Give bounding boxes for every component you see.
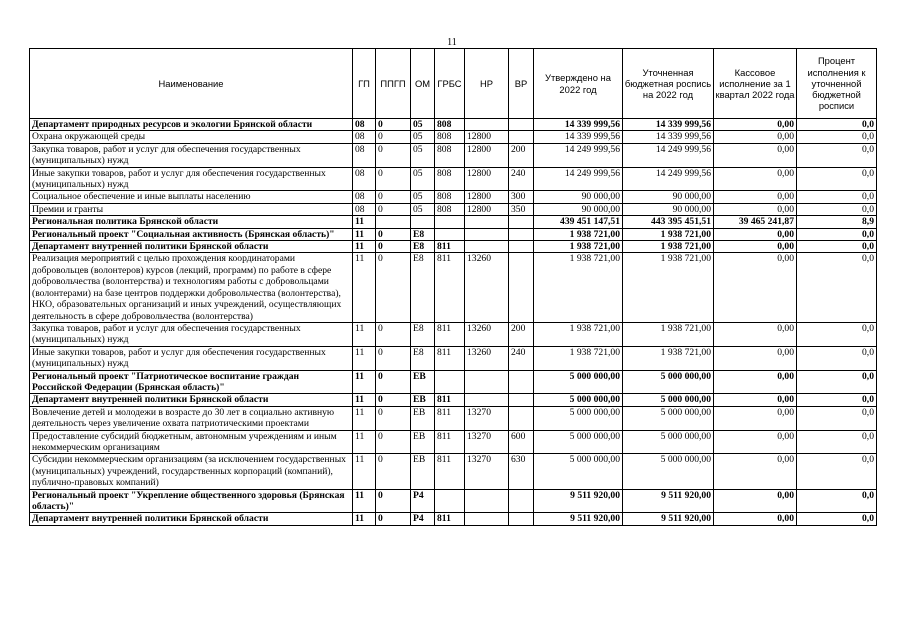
- cell-vr: 200: [509, 143, 534, 167]
- cell-np: 13260: [465, 322, 509, 346]
- cell-vr: [509, 489, 534, 513]
- table-row: [30, 191, 877, 203]
- cell-np: [465, 513, 509, 525]
- cell-cash: 0,00: [714, 406, 797, 430]
- table-row: [30, 167, 877, 191]
- cell-refined: 90 000,00: [623, 191, 714, 203]
- cell-grbs: [435, 216, 465, 228]
- cell-vr: [509, 253, 534, 322]
- cell-name: Закупка товаров, работ и услуг для обеспечения государственных (муниципальных) нужд: [30, 143, 353, 167]
- cell-name: Иные закупки товаров, работ и услуг для обеспечения государственных (муниципальных) нужд: [30, 167, 353, 191]
- table-row: [30, 346, 877, 370]
- cell-cash: 0,00: [714, 513, 797, 525]
- cell-cash: 0,00: [714, 454, 797, 489]
- cell-gp: 11: [353, 430, 376, 454]
- table-row: [30, 203, 877, 215]
- cell-grbs: 808: [435, 119, 465, 131]
- cell-refined: 5 000 000,00: [623, 430, 714, 454]
- cell-cash: 0,00: [714, 191, 797, 203]
- cell-refined: 14 339 999,56: [623, 119, 714, 131]
- header-name: Наименование: [30, 49, 353, 119]
- header-approved: Утверждено на 2022 год: [534, 49, 623, 119]
- cell-name: Реализация мероприятий с целью прохождения координаторами добровольцев (волонтеров) курсов (лекций, программ) по работе в сфере добровольчества (волонтерства) и технологиям работы с добровольцами (волонтерами) на базе центров поддержки добровольчества (волонтерства), НКО, образовательных организаций и иных учреждений, осуществляющих деятельность в сфере добровольчества (волонтерства): [30, 253, 353, 322]
- cell-name: Региональный проект "Социальная активность (Брянская область)": [30, 228, 353, 240]
- cell-refined: 1 938 721,00: [623, 241, 714, 253]
- cell-gp: 11: [353, 513, 376, 525]
- table-row: [30, 322, 877, 346]
- cell-approved: 5 000 000,00: [534, 394, 623, 406]
- cell-refined: 14 339 999,56: [623, 131, 714, 143]
- cell-percent: 0,0: [797, 322, 877, 346]
- cell-refined: 5 000 000,00: [623, 454, 714, 489]
- cell-name: Субсидии некоммерческим организациям (за исключением государственных (муниципальных) учреждений, государственных корпораций (компаний), публично-правовых компаний): [30, 454, 353, 489]
- cell-name: Региональная политика Брянской области: [30, 216, 353, 228]
- table-row: [30, 513, 877, 525]
- cell-np: 12800: [465, 167, 509, 191]
- cell-vr: 350: [509, 203, 534, 215]
- cell-percent: 0,0: [797, 228, 877, 240]
- cell-name: Департамент внутренней политики Брянской области: [30, 241, 353, 253]
- cell-gp: 11: [353, 346, 376, 370]
- cell-approved: 1 938 721,00: [534, 253, 623, 322]
- cell-approved: 5 000 000,00: [534, 406, 623, 430]
- cell-percent: 0,0: [797, 430, 877, 454]
- cell-vr: [509, 216, 534, 228]
- cell-gp: 08: [353, 119, 376, 131]
- cell-cash: 0,00: [714, 346, 797, 370]
- cell-cash: 0,00: [714, 119, 797, 131]
- cell-cash: 0,00: [714, 489, 797, 513]
- cell-refined: 443 395 451,51: [623, 216, 714, 228]
- table-row: [30, 216, 877, 228]
- cell-cash: 0,00: [714, 131, 797, 143]
- cell-ppgp: 0: [376, 191, 411, 203]
- cell-name: Премии и гранты: [30, 203, 353, 215]
- cell-refined: 5 000 000,00: [623, 406, 714, 430]
- cell-om: E8: [411, 228, 435, 240]
- header-percent: Процент исполнения к уточненной бюджетной росписи: [797, 49, 877, 119]
- cell-approved: 1 938 721,00: [534, 346, 623, 370]
- cell-vr: [509, 394, 534, 406]
- cell-gp: 11: [353, 489, 376, 513]
- cell-name: Департамент внутренней политики Брянской области: [30, 394, 353, 406]
- cell-ppgp: 0: [376, 253, 411, 322]
- cell-np: [465, 370, 509, 394]
- cell-name: Социальное обеспечение и иные выплаты населению: [30, 191, 353, 203]
- cell-ppgp: 0: [376, 370, 411, 394]
- header-np: НР: [465, 49, 509, 119]
- cell-ppgp: 0: [376, 143, 411, 167]
- cell-ppgp: 0: [376, 489, 411, 513]
- cell-refined: 1 938 721,00: [623, 322, 714, 346]
- cell-gp: 11: [353, 454, 376, 489]
- cell-percent: 0,0: [797, 346, 877, 370]
- cell-ppgp: 0: [376, 430, 411, 454]
- cell-approved: 9 511 920,00: [534, 513, 623, 525]
- cell-om: EB: [411, 406, 435, 430]
- cell-gp: 11: [353, 394, 376, 406]
- cell-vr: 300: [509, 191, 534, 203]
- cell-ppgp: 0: [376, 228, 411, 240]
- header-om: ОМ: [411, 49, 435, 119]
- table-row: [30, 394, 877, 406]
- cell-grbs: [435, 228, 465, 240]
- cell-refined: 9 511 920,00: [623, 489, 714, 513]
- cell-gp: 11: [353, 370, 376, 394]
- cell-vr: [509, 406, 534, 430]
- cell-grbs: 811: [435, 241, 465, 253]
- cell-vr: [509, 370, 534, 394]
- cell-om: 05: [411, 203, 435, 215]
- cell-ppgp: [376, 216, 411, 228]
- cell-grbs: 811: [435, 513, 465, 525]
- cell-grbs: 811: [435, 406, 465, 430]
- cell-ppgp: 0: [376, 131, 411, 143]
- header-ppgp: ППГП: [376, 49, 411, 119]
- cell-percent: 0,0: [797, 370, 877, 394]
- cell-name: Департамент природных ресурсов и экологии Брянской области: [30, 119, 353, 131]
- cell-ppgp: 0: [376, 119, 411, 131]
- cell-om: E8: [411, 253, 435, 322]
- header-vr: ВР: [509, 49, 534, 119]
- cell-gp: 11: [353, 322, 376, 346]
- cell-grbs: 811: [435, 394, 465, 406]
- cell-om: P4: [411, 513, 435, 525]
- cell-refined: 14 249 999,56: [623, 167, 714, 191]
- cell-vr: [509, 228, 534, 240]
- cell-om: 05: [411, 167, 435, 191]
- cell-refined: 14 249 999,56: [623, 143, 714, 167]
- cell-grbs: 808: [435, 203, 465, 215]
- cell-approved: 14 339 999,56: [534, 119, 623, 131]
- cell-name: Предоставление субсидий бюджетным, автономным учреждениям и иным некоммерческим организациям: [30, 430, 353, 454]
- cell-om: 05: [411, 119, 435, 131]
- cell-np: 12800: [465, 191, 509, 203]
- table-row: [30, 406, 877, 430]
- cell-grbs: 808: [435, 131, 465, 143]
- cell-percent: 0,0: [797, 191, 877, 203]
- cell-om: EB: [411, 370, 435, 394]
- page-number: 11: [447, 37, 457, 48]
- cell-np: 13260: [465, 346, 509, 370]
- cell-vr: 240: [509, 346, 534, 370]
- cell-om: P4: [411, 489, 435, 513]
- cell-refined: 1 938 721,00: [623, 346, 714, 370]
- cell-cash: 0,00: [714, 253, 797, 322]
- cell-approved: 1 938 721,00: [534, 241, 623, 253]
- cell-vr: 600: [509, 430, 534, 454]
- cell-name: Охрана окружающей среды: [30, 131, 353, 143]
- cell-grbs: 811: [435, 430, 465, 454]
- cell-grbs: 811: [435, 454, 465, 489]
- budget-execution-table: [29, 48, 877, 526]
- cell-vr: [509, 119, 534, 131]
- cell-om: [411, 216, 435, 228]
- cell-percent: 0,0: [797, 241, 877, 253]
- cell-ppgp: 0: [376, 346, 411, 370]
- cell-approved: 5 000 000,00: [534, 370, 623, 394]
- cell-grbs: 811: [435, 253, 465, 322]
- cell-gp: 08: [353, 131, 376, 143]
- cell-percent: 8,9: [797, 216, 877, 228]
- cell-approved: 5 000 000,00: [534, 430, 623, 454]
- cell-gp: 11: [353, 216, 376, 228]
- table-row: [30, 143, 877, 167]
- cell-gp: 08: [353, 167, 376, 191]
- cell-cash: 0,00: [714, 241, 797, 253]
- cell-gp: 11: [353, 406, 376, 430]
- cell-grbs: [435, 489, 465, 513]
- cell-cash: 39 465 241,87: [714, 216, 797, 228]
- cell-np: [465, 119, 509, 131]
- cell-grbs: [435, 370, 465, 394]
- cell-om: EB: [411, 430, 435, 454]
- cell-np: 13270: [465, 430, 509, 454]
- cell-percent: 0,0: [797, 119, 877, 131]
- cell-np: 13270: [465, 406, 509, 430]
- cell-np: 12800: [465, 203, 509, 215]
- cell-gp: 08: [353, 143, 376, 167]
- cell-percent: 0,0: [797, 253, 877, 322]
- cell-refined: 5 000 000,00: [623, 394, 714, 406]
- cell-name: Вовлечение детей и молодежи в возрасте до 30 лет в социально активную деятельность через увеличение охвата патриотическими проектами: [30, 406, 353, 430]
- cell-percent: 0,0: [797, 203, 877, 215]
- cell-refined: 90 000,00: [623, 203, 714, 215]
- cell-cash: 0,00: [714, 370, 797, 394]
- cell-ppgp: 0: [376, 513, 411, 525]
- cell-gp: 11: [353, 241, 376, 253]
- cell-om: EB: [411, 454, 435, 489]
- cell-approved: 1 938 721,00: [534, 322, 623, 346]
- table-row: [30, 430, 877, 454]
- cell-cash: 0,00: [714, 430, 797, 454]
- cell-vr: 240: [509, 167, 534, 191]
- table-row: [30, 370, 877, 394]
- header-cash: Кассовое исполнение за 1 квартал 2022 года: [714, 49, 797, 119]
- cell-approved: 439 451 147,51: [534, 216, 623, 228]
- cell-name: Региональный проект "Патриотическое воспитание граждан Российской Федерации (Брянская область)": [30, 370, 353, 394]
- cell-np: [465, 394, 509, 406]
- cell-approved: 90 000,00: [534, 203, 623, 215]
- cell-approved: 14 249 999,56: [534, 143, 623, 167]
- cell-np: [465, 241, 509, 253]
- table-row: [30, 489, 877, 513]
- cell-refined: 5 000 000,00: [623, 370, 714, 394]
- cell-approved: 14 249 999,56: [534, 167, 623, 191]
- cell-refined: 1 938 721,00: [623, 228, 714, 240]
- cell-np: [465, 216, 509, 228]
- cell-approved: 5 000 000,00: [534, 454, 623, 489]
- table-row: [30, 228, 877, 240]
- cell-om: 05: [411, 131, 435, 143]
- cell-percent: 0,0: [797, 454, 877, 489]
- cell-np: [465, 489, 509, 513]
- cell-ppgp: 0: [376, 167, 411, 191]
- cell-ppgp: 0: [376, 454, 411, 489]
- cell-percent: 0,0: [797, 143, 877, 167]
- cell-refined: 9 511 920,00: [623, 513, 714, 525]
- cell-percent: 0,0: [797, 167, 877, 191]
- cell-cash: 0,00: [714, 394, 797, 406]
- cell-np: 12800: [465, 131, 509, 143]
- cell-om: 05: [411, 191, 435, 203]
- cell-np: [465, 228, 509, 240]
- cell-vr: 200: [509, 322, 534, 346]
- cell-cash: 0,00: [714, 322, 797, 346]
- cell-om: E8: [411, 322, 435, 346]
- cell-vr: [509, 513, 534, 525]
- table-body: [30, 119, 877, 526]
- header-refined: Уточненная бюджетная роспись на 2022 год: [623, 49, 714, 119]
- cell-grbs: 808: [435, 143, 465, 167]
- cell-gp: 11: [353, 228, 376, 240]
- cell-percent: 0,0: [797, 394, 877, 406]
- table-row: [30, 119, 877, 131]
- cell-grbs: 811: [435, 322, 465, 346]
- cell-refined: 1 938 721,00: [623, 253, 714, 322]
- cell-ppgp: 0: [376, 394, 411, 406]
- cell-ppgp: 0: [376, 241, 411, 253]
- table-row: [30, 454, 877, 489]
- cell-om: EB: [411, 394, 435, 406]
- cell-name: Иные закупки товаров, работ и услуг для обеспечения государственных (муниципальных) нужд: [30, 346, 353, 370]
- header-gp: ГП: [353, 49, 376, 119]
- cell-percent: 0,0: [797, 489, 877, 513]
- cell-om: E8: [411, 241, 435, 253]
- cell-vr: [509, 131, 534, 143]
- table-row: [30, 241, 877, 253]
- cell-gp: 08: [353, 203, 376, 215]
- cell-ppgp: 0: [376, 406, 411, 430]
- cell-approved: 1 938 721,00: [534, 228, 623, 240]
- cell-cash: 0,00: [714, 203, 797, 215]
- cell-gp: 11: [353, 253, 376, 322]
- cell-grbs: 808: [435, 167, 465, 191]
- cell-np: 13270: [465, 454, 509, 489]
- cell-name: Региональный проект "Укрепление общественного здоровья (Брянская область)": [30, 489, 353, 513]
- cell-cash: 0,00: [714, 167, 797, 191]
- cell-om: 05: [411, 143, 435, 167]
- cell-grbs: 811: [435, 346, 465, 370]
- cell-approved: 90 000,00: [534, 191, 623, 203]
- cell-approved: 9 511 920,00: [534, 489, 623, 513]
- header-row: [30, 49, 877, 119]
- table-row: [30, 131, 877, 143]
- cell-gp: 08: [353, 191, 376, 203]
- cell-name: Закупка товаров, работ и услуг для обеспечения государственных (муниципальных) нужд: [30, 322, 353, 346]
- table-row: [30, 253, 877, 322]
- cell-ppgp: 0: [376, 322, 411, 346]
- cell-vr: [509, 241, 534, 253]
- cell-approved: 14 339 999,56: [534, 131, 623, 143]
- cell-ppgp: 0: [376, 203, 411, 215]
- cell-percent: 0,0: [797, 406, 877, 430]
- cell-grbs: 808: [435, 191, 465, 203]
- cell-np: 12800: [465, 143, 509, 167]
- cell-vr: 630: [509, 454, 534, 489]
- cell-percent: 0,0: [797, 131, 877, 143]
- cell-name: Департамент внутренней политики Брянской области: [30, 513, 353, 525]
- cell-cash: 0,00: [714, 143, 797, 167]
- header-grbs: ГРБС: [435, 49, 465, 119]
- cell-om: E8: [411, 346, 435, 370]
- cell-percent: 0,0: [797, 513, 877, 525]
- cell-np: 13260: [465, 253, 509, 322]
- cell-cash: 0,00: [714, 228, 797, 240]
